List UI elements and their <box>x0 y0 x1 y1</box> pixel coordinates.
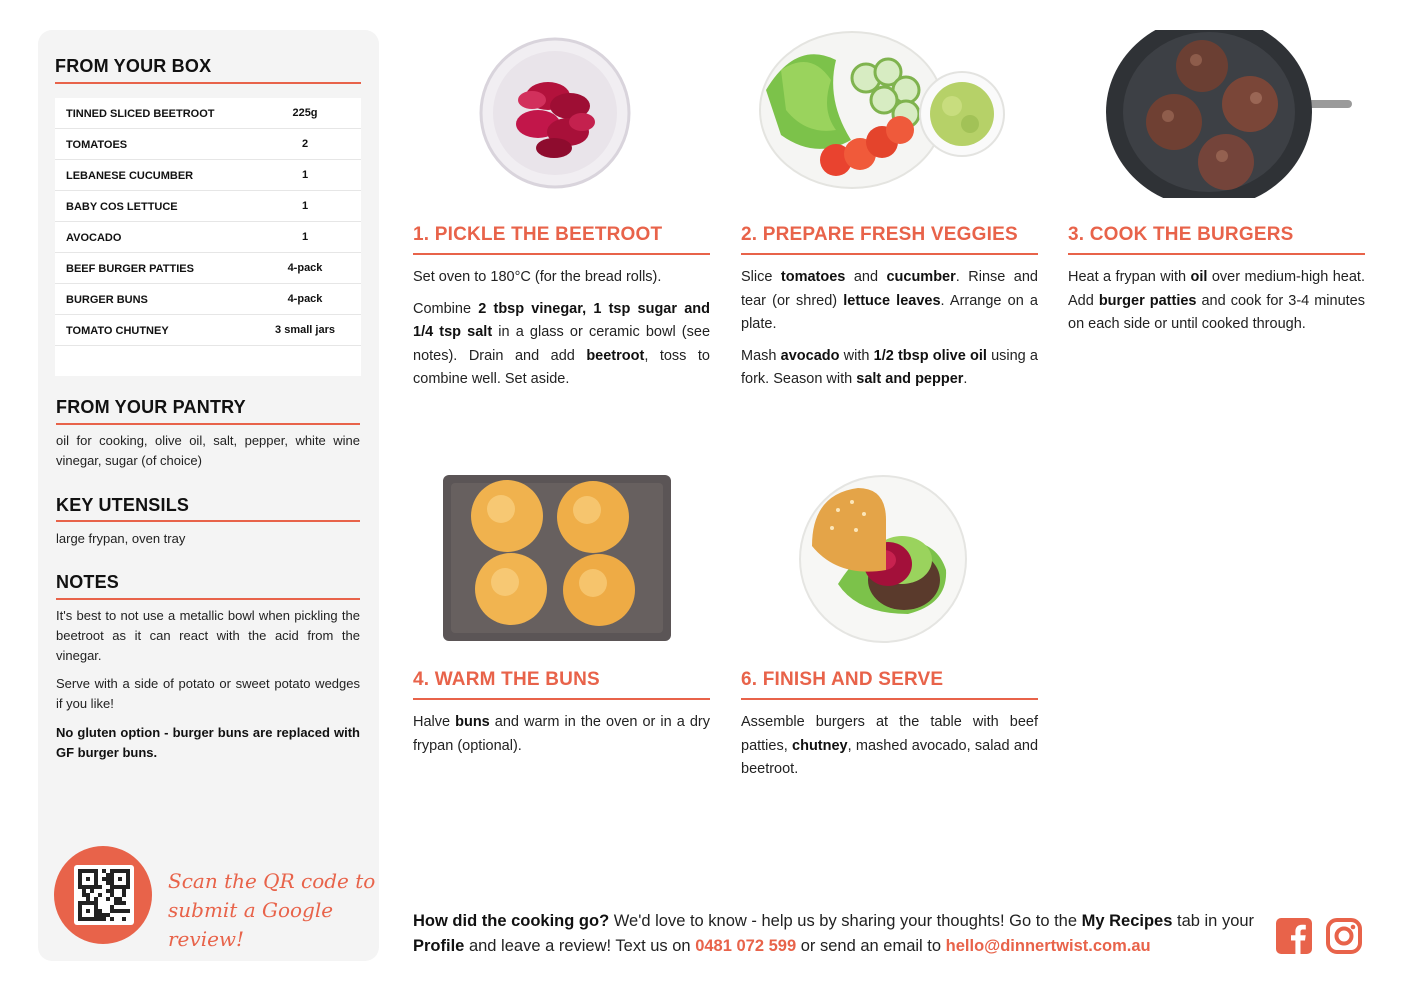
review-footer: How did the cooking go? We'd love to know - help us by sharing your thoughts! Go to the My Recipes tab in your Profile and leave a review! Text us on 0481 072 599 or send an email to hello@dinnertwist.com.au <box>413 912 1255 955</box>
ingredient-name: BEEF BURGER PATTIES <box>66 263 194 275</box>
ingredient-qty: 3 small jars <box>275 324 335 336</box>
table-row <box>55 315 361 346</box>
utensils-heading: KEY UTENSILS <box>56 495 190 515</box>
step-2-text <box>741 266 1038 400</box>
step-4-para-1: Halve buns and warm in the oven or in a dry frypan (optional). <box>413 714 710 754</box>
pantry-heading: FROM YOUR PANTRY <box>56 397 246 417</box>
qr-badge[interactable] <box>54 846 152 944</box>
step-4-text <box>413 711 710 766</box>
buns-oven-tray-image <box>441 473 673 643</box>
heading-rule <box>56 598 360 600</box>
ingredient-name: LEBANESE CUCUMBER <box>66 170 194 182</box>
table-row <box>55 129 361 160</box>
from-your-box-heading: FROM YOUR BOX <box>55 56 212 76</box>
step-6-title: 6. FINISH AND SERVE <box>741 669 944 690</box>
pickled-beetroot-bowl-image <box>478 36 632 190</box>
pantry-text: oil for cooking, olive oil, salt, pepper, white wine vinegar, sugar (of choice) <box>56 433 360 468</box>
step-6-para-1: Assemble burgers at the table with beef patties, chutney, mashed avocado, salad and beetroot. <box>741 714 1039 777</box>
table-row <box>55 191 361 222</box>
step-1-title: 1. PICKLE THE BEETROOT <box>413 224 663 245</box>
step-2-para-1: Slice tomatoes and cucumber. Rinse and tear (or shred) lettuce leaves. Arrange on a plate. <box>741 269 1038 332</box>
ingredient-qty: 1 <box>301 169 309 181</box>
ingredient-qty: 1 <box>301 200 309 212</box>
step-4-title: 4. WARM THE BUNS <box>413 669 600 690</box>
step-rule <box>413 253 710 255</box>
step-3-title: 3. COOK THE BURGERS <box>1068 224 1294 245</box>
finished-burger-image <box>798 474 968 644</box>
fresh-veggies-plate-image <box>756 30 1006 192</box>
ingredient-qty: 2 <box>301 138 309 150</box>
facebook-icon[interactable] <box>1276 918 1312 954</box>
step-rule <box>413 698 710 700</box>
utensils-text: large frypan, oven tray <box>56 531 186 546</box>
table-row <box>55 98 361 129</box>
ingredient-name: TOMATO CHUTNEY <box>66 325 169 337</box>
step-2-title: 2. PREPARE FRESH VEGGIES <box>741 224 1018 245</box>
step-3-text <box>1068 266 1365 345</box>
qr-caption-line-1: Scan the QR code to <box>168 869 376 893</box>
table-row <box>55 253 361 284</box>
step-rule <box>741 698 1038 700</box>
table-row <box>55 284 361 315</box>
ingredient-name: TOMATOES <box>66 139 128 151</box>
notes-heading: NOTES <box>56 572 120 592</box>
step-rule <box>741 253 1038 255</box>
table-row <box>55 160 361 191</box>
table-row <box>55 222 361 253</box>
email-link[interactable]: hello@dinnertwist.com.au <box>945 937 1151 955</box>
ingredients-table <box>55 98 361 376</box>
ingredient-name: BABY COS LETTUCE <box>66 201 178 213</box>
step-1-text <box>413 266 710 400</box>
ingredient-qty: 1 <box>301 231 309 243</box>
heading-rule <box>56 423 360 425</box>
notes-text-1: It's best to not use a metallic bowl when pickling the beetroot as it can react with the acid from the vinegar. <box>56 608 360 663</box>
step-rule <box>1068 253 1365 255</box>
heading-rule <box>55 82 361 84</box>
ingredient-qty: 225g <box>292 107 318 119</box>
ingredient-name: BURGER BUNS <box>66 294 148 306</box>
step-3-para-1: Heat a frypan with oil over medium-high heat. Add burger patties and cook for 3-4 minutes on each side or until cooked through. <box>1068 269 1365 332</box>
notes-text-gluten: No gluten option - burger buns are replaced with GF burger buns. <box>56 725 360 760</box>
frypan-burgers-image <box>1106 30 1356 198</box>
step-1-para-1: Set oven to 180°C (for the bread rolls). <box>413 269 662 285</box>
heading-rule <box>56 520 360 522</box>
qr-code-icon[interactable] <box>74 865 134 925</box>
qr-caption-line-2: submit a Google review! <box>168 898 334 951</box>
ingredient-qty: 4-pack <box>287 293 323 305</box>
step-2-para-2: Mash avocado with 1/2 tbsp olive oil using a fork. Season with salt and pepper. <box>741 347 1038 387</box>
ingredient-name: AVOCADO <box>66 232 122 244</box>
step-1-para-2: Combine 2 tbsp vinegar, 1 tsp sugar and 1/4 tsp salt in a glass or ceramic bowl (see notes). Drain and add beetroot, toss to combine well. Set aside. <box>413 300 711 387</box>
notes-text-2: Serve with a side of potato or sweet potato wedges if you like! <box>56 676 360 711</box>
sidebar <box>38 30 379 961</box>
ingredient-qty: 4-pack <box>287 262 323 274</box>
ingredient-name: TINNED SLICED BEETROOT <box>66 108 215 120</box>
step-6-text <box>741 711 1038 790</box>
qr-caption <box>168 867 379 954</box>
instagram-icon[interactable] <box>1326 918 1362 954</box>
phone-link[interactable]: 0481 072 599 <box>695 937 797 955</box>
